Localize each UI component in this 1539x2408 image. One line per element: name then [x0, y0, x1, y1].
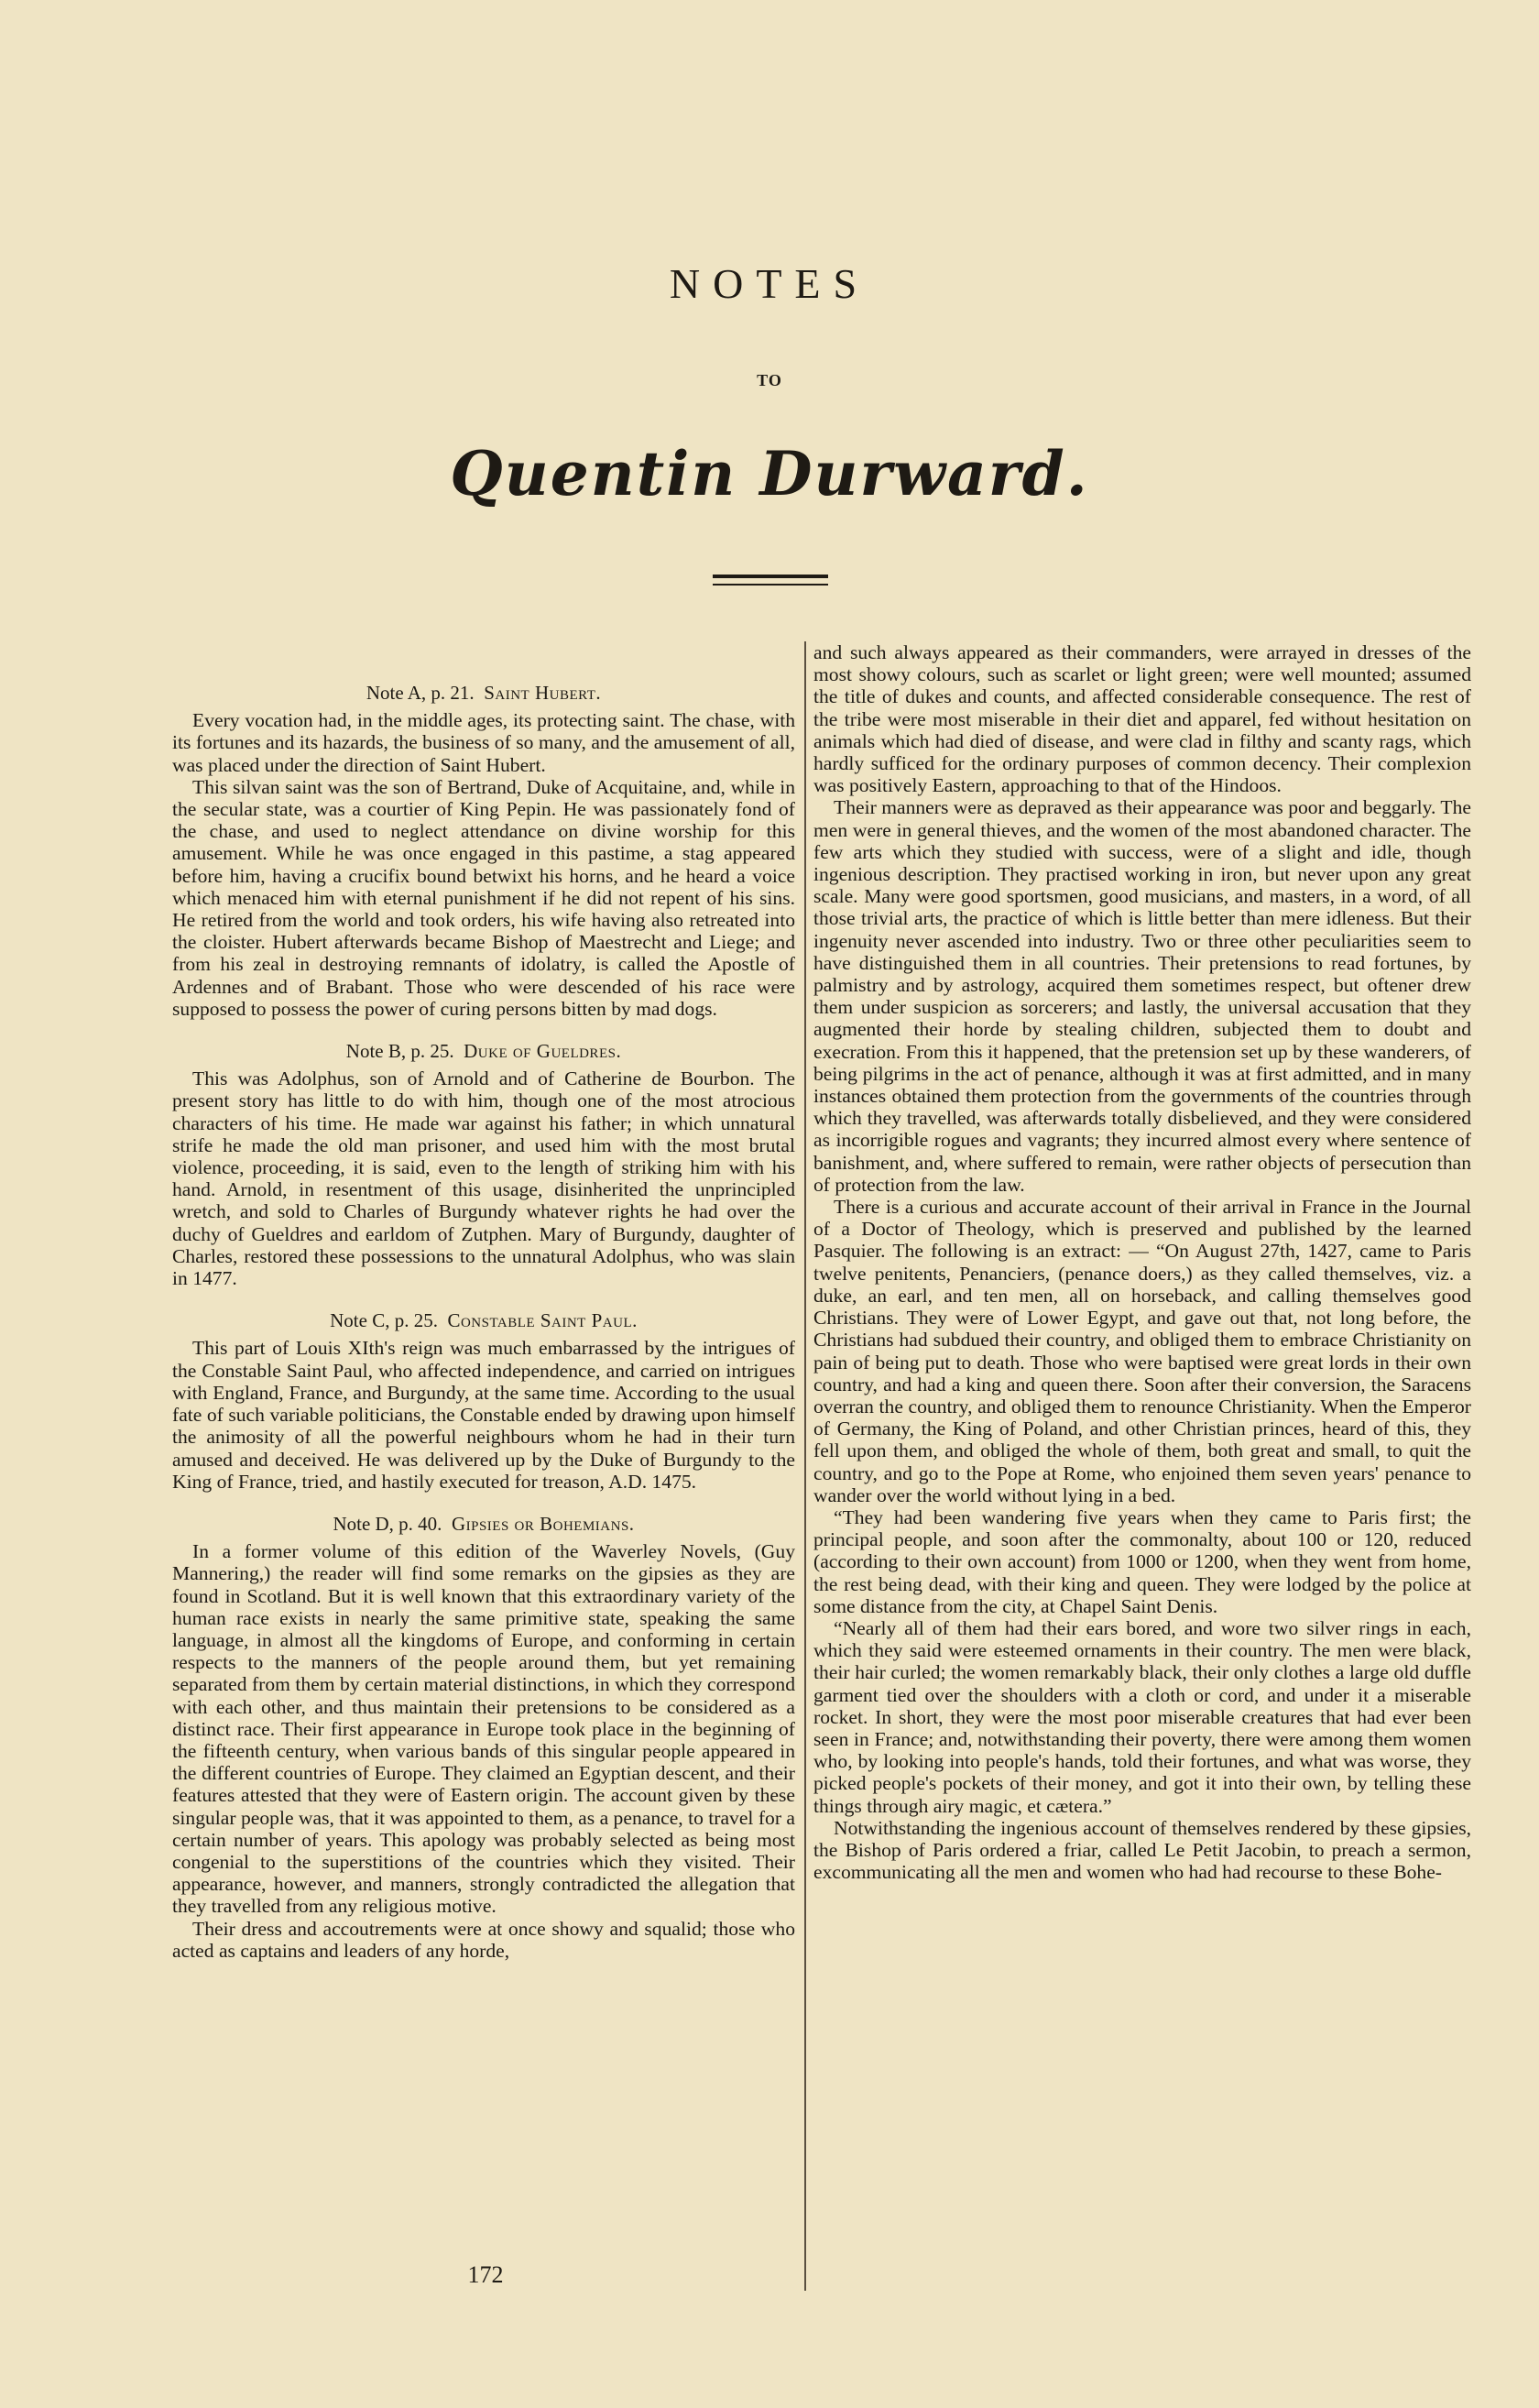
note-c-heading: Note C, p. 25. Constable Saint Paul.: [330, 1309, 638, 1332]
note-d-heading: Note D, p. 40. Gipsies or Bohemians.: [333, 1512, 635, 1535]
note-b-heading: Note B, p. 25. Duke of Gueldres.: [345, 1040, 622, 1063]
note-b-paragraph: This was Adolphus, son of Arnold and of Catherine de Bourbon. The present story has little to do with him, though one of the most atrocious characters of his time. He made war against his father; in which unnatural strife he made the old man prisoner, and used him with the most brutal violence, proceeding, it is said, even to the length of striking him with his hand. Arnold, in resentment of this usage, disinherited the unprincipled wretch, and sold to Charles of Burgundy whatever rights he had over the duchy of Gueldres and earldom of Zutphen. Mary of Burgundy, daughter of Charles, restored these possessions to the unnatural Adolphus, who was slain in 1477.: [172, 1067, 795, 1290]
body-paragraph: “Nearly all of them had their ears bored, and wore two silver rings in each, which they said were esteemed ornaments in their country. The men were black, their hair curled; the women remarkably black, their only clothes a large old duffle garment tied over the shoulders with a cloth or cord, and under it a miserable rocket. In short, they were the most poor miserable creatures that had ever been seen in France; and, notwithstanding their poverty, there were among them women who, by looking into people's hands, told their fortunes, and what was worse, they picked people's pockets of their money, and got it into their own, by telling these things through airy magic, et cætera.”: [813, 1616, 1471, 1817]
body-paragraph: Notwithstanding the ingenious account of themselves rendered by these gipsies, the Bishop of Paris ordered a friar, called Le Petit Jacobin, to preach a sermon, excommunicating all the men and women who had had recourse to these Bohe-: [813, 1816, 1471, 1884]
book-title: Quentin Durward.: [450, 438, 1089, 509]
right-column: [813, 641, 1471, 2263]
body-paragraph: There is a curious and accurate account of their arrival in France in the Journal of a Doctor of Theology, which is preserved and published by the learned Pasquier. The following is an extract: — “On August 27th, 1427, came to Paris twelve penitents, Penanciers, (penance doers,) as they called themselves, viz. a duke, an earl, and ten men, all on horseback, and calling themselves good Christians. They were of Lower Egypt, and gave out that, not long before, the Christians had subdued their country, and obliged them to embrace Christianity on pain of being put to death. Those who were baptised were great lords in their own country, and had a king and queen there. Soon after their conversion, the Saracens overran the country, and obliged them to renounce Christianity. When the Emperor of Germany, the King of Poland, and other Christian princes, heard of this, they fell upon them, and obliged the whole of them, both great and small, to quit the country, and go to the Pope at Rome, who enjoined them seven years' penance to wander over the world without lying in a bed.: [813, 1196, 1471, 1506]
title-rule-thin: [713, 584, 828, 586]
note-a-paragraph: Every vocation had, in the middle ages, its protecting saint. The chase, with its fortunes and its hazards, the business of so many, and the amusement of all, was placed under the direction of Saint Hubert.: [172, 709, 795, 776]
note-a-paragraph: This silvan saint was the son of Bertrand, Duke of Acquitaine, and, while in the secular state, was a courtier of King Pepin. He was passionately fond of the chase, and used to neglect attendance on divine worship for this amusement. While he was once engaged in this pastime, a stag appeared before him, having a crucifix bound betwixt his horns, and he heard a voice which menaced him with eternal punishment if he did not repent of his sins. He retired from the world and took orders, his wife having also retreated into the cloister. Hubert afterwards became Bishop of Maestrecht and Liege; and from his zeal in destroying remnants of idolatry, is called the Apostle of Ardennes and of Brabant. Those who were descended of his race were supposed to possess the power of curing persons bitten by mad dogs.: [172, 775, 795, 1020]
note-d-paragraph: In a former volume of this edition of the Waverley Novels, (Guy Mannering,) the reader will find some remarks on the gipsies as they are found in Scotland. But it is well known that this extraordinary variety of the human race exists in nearly the same primitive state, speaking the same language, in almost all the kingdoms of Europe, and conforming in certain respects to the manners of the people around them, but yet remaining separated from them by certain material distinctions, in which they correspond with each other, and thus maintain their pretensions to be considered as a distinct race. Their first appearance in Europe took place in the beginning of the fifteenth century, when various bands of this singular people appeared in the different countries of Europe. They claimed an Egyptian descent, and their features attested that they were of Eastern origin. The account given by these singular people was, that it was appointed to them, as a penance, to travel for a certain number of years. This apology was probably selected as being most congenial to the superstitions of the countries which they visited. Their appearance, however, and manners, strongly contradicted the allegation that they travelled from any religious motive.: [172, 1540, 795, 1918]
title-to: TO: [757, 371, 782, 389]
page-title: NOTES: [669, 260, 870, 307]
body-paragraph: and such always appeared as their commanders, were arrayed in dresses of the most showy colours, such as scarlet or light green; were well mounted; assumed the title of dukes and counts, and affected considerable consequence. The rest of the tribe were most miserable in their diet and apparel, fed without hesitation on animals which had died of disease, and were clad in filthy and scanty rags, which hardly sufficed for the ordinary purposes of common decency. Their complexion was positively Eastern, approaching to that of the Hindoos.: [813, 641, 1471, 797]
page-number: 172: [467, 2261, 504, 2288]
left-column: [172, 641, 795, 2263]
note-d-paragraph: Their dress and accoutrements were at once showy and squalid; those who acted as captains and leaders of any horde,: [172, 1917, 795, 1962]
note-c-paragraph: This part of Louis XIth's reign was much embarrassed by the intrigues of the Constable Saint Paul, who affected independence, and carried on intrigues with England, France, and Burgundy, at the same time. According to the usual fate of such variable politicians, the Constable ended by drawing upon himself the animosity of all the powerful neighbours whom he had in their turn amused and deceived. He was delivered up by the Duke of Burgundy to the King of France, tried, and hastily executed for treason, A.D. 1475.: [172, 1337, 795, 1493]
title-rule-thick: [713, 575, 828, 578]
column-divider: [804, 641, 806, 2291]
body-paragraph: Their manners were as depraved as their appearance was poor and beggarly. The men were in general thieves, and the women of the most abandoned character. The few arts which they studied with success, were of a slight and idle, though ingenious description. They practised working in iron, but never upon any great scale. Many were good sportsmen, good musicians, and masters, in a word, of all those trivial arts, the practice of which is little better than mere idleness. But their ingenuity never ascended into industry. Two or three other peculiarities seem to have distinguished them in all countries. Their pretensions to read fortunes, by palmistry and by astrology, acquired them sometimes respect, but oftener drew them under suspicion as sorcerers; and lastly, the universal accusation that they augmented their horde by stealing children, subjected them to doubt and execration. From this it happened, that the pretension set up by these wanderers, of being pilgrims in the act of penance, although it was at first admitted, and in many instances obtained them protection from the governments of the countries through which they travelled, was afterwards totally disbelieved, and they were considered as incorrigible rogues and vagrants; they incurred almost every where sentence of banishment, and, where suffered to remain, were rather objects of persecution than of protection from the law.: [813, 796, 1471, 1196]
body-paragraph: “They had been wandering five years when they came to Paris first; the principal people, and soon after the commonalty, about 100 or 120, reduced (according to their own account) from 1000 or 1200, when they went from home, the rest being dead, with their king and queen. They were lodged by the police at some distance from the city, at Chapel Saint Denis.: [813, 1505, 1471, 1617]
note-a-heading: Note A, p. 21. Saint Hubert.: [366, 682, 602, 704]
